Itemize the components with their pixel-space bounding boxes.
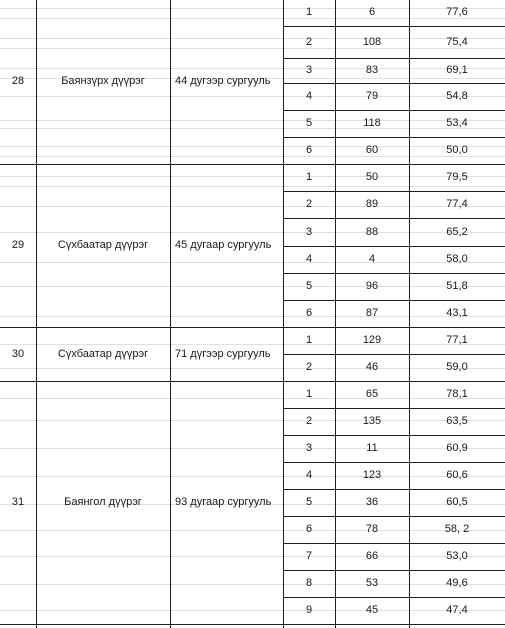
score-cell: 58,0 [446, 253, 468, 265]
score-cell: 49,6 [446, 577, 468, 589]
score-cell: 75,4 [446, 35, 468, 48]
code-cell: 78 [365, 523, 379, 535]
code-cell: 6 [368, 5, 376, 18]
group-number-cell: 29 [11, 239, 25, 251]
group-number-cell: 28 [11, 74, 25, 87]
code-cell: 53 [365, 577, 379, 589]
group-number-cell: 30 [11, 347, 25, 360]
score-cell: 54,8 [446, 90, 468, 102]
rank-cell: 5 [305, 280, 313, 292]
score-cell: 77,1 [446, 334, 468, 346]
group-number-cell: 31 [11, 496, 25, 508]
rank-cell: 1 [305, 171, 313, 183]
score-cell: 53,0 [446, 550, 468, 562]
score-cell: 63,5 [446, 415, 468, 427]
code-cell: 79 [365, 90, 379, 102]
score-cell: 50,0 [446, 144, 468, 156]
code-cell: 66 [365, 550, 379, 562]
code-cell: 88 [365, 225, 379, 238]
code-cell: 11 [366, 442, 378, 454]
score-cell: 69,1 [446, 64, 468, 76]
school-cell: 45 дугаар сургууль [175, 239, 272, 251]
code-cell: 46 [365, 361, 379, 373]
score-cell: 47,4 [446, 604, 468, 616]
score-cell: 77,4 [446, 198, 468, 210]
code-cell: 89 [365, 198, 379, 210]
rank-cell: 1 [305, 388, 313, 400]
rank-cell: 6 [305, 307, 313, 319]
rank-cell: 3 [305, 225, 313, 238]
score-cell: 58, 2 [444, 523, 470, 535]
district-cell: Баянгол дүүрэг [64, 496, 142, 508]
rank-cell: 2 [305, 35, 313, 48]
score-cell: 65,2 [446, 225, 468, 238]
rank-cell: 5 [305, 117, 313, 129]
score-cell: 60,6 [446, 469, 468, 481]
code-cell: 96 [365, 280, 379, 292]
rank-cell: 6 [305, 523, 313, 535]
rank-cell: 4 [305, 253, 313, 265]
rank-cell: 8 [305, 577, 313, 589]
score-cell: 78,1 [446, 388, 468, 400]
rank-cell: 4 [305, 469, 313, 481]
rank-cell: 3 [305, 64, 313, 76]
rank-cell: 2 [305, 361, 313, 373]
code-cell: 118 [363, 117, 381, 129]
code-cell: 60 [365, 144, 379, 156]
code-cell: 50 [365, 171, 379, 183]
score-cell: 60,5 [446, 496, 468, 508]
score-cell: 79,5 [446, 171, 468, 183]
rank-cell: 9 [305, 604, 313, 616]
rank-cell: 1 [305, 334, 313, 346]
rank-cell: 2 [305, 198, 313, 210]
code-cell: 83 [365, 64, 379, 76]
school-cell: 93 дугаар сургууль [175, 496, 272, 508]
score-cell: 53,4 [446, 117, 468, 129]
rank-cell: 1 [305, 5, 313, 18]
score-cell: 60,9 [446, 442, 468, 454]
district-cell: Сүхбаатар дүүрэг [57, 239, 149, 251]
score-cell: 59,0 [446, 361, 468, 373]
district-cell: Баянзүрх дүүрэг [61, 74, 145, 87]
school-cell: 71 дүгээр сургууль [175, 347, 271, 360]
group-border [0, 624, 505, 625]
score-cell: 43,1 [446, 307, 468, 319]
score-cell: 77,6 [446, 5, 468, 18]
code-cell: 135 [362, 415, 382, 427]
code-cell: 65 [365, 388, 379, 400]
code-cell: 36 [365, 496, 379, 508]
school-cell: 44 дугээр сургууль [175, 74, 271, 87]
code-cell: 129 [362, 334, 382, 346]
rank-cell: 4 [305, 90, 313, 102]
code-cell: 108 [362, 35, 382, 48]
rank-cell: 5 [305, 496, 313, 508]
rank-cell: 2 [305, 415, 313, 427]
code-cell: 4 [368, 253, 376, 265]
score-cell: 51,8 [446, 280, 468, 292]
district-cell: Сүхбаатар дүүрэг [57, 347, 149, 360]
code-cell: 45 [365, 604, 379, 616]
rank-cell: 3 [305, 442, 313, 454]
code-cell: 123 [362, 469, 382, 481]
rank-cell: 6 [305, 144, 313, 156]
rank-cell: 7 [305, 550, 313, 562]
code-cell: 87 [365, 307, 379, 319]
